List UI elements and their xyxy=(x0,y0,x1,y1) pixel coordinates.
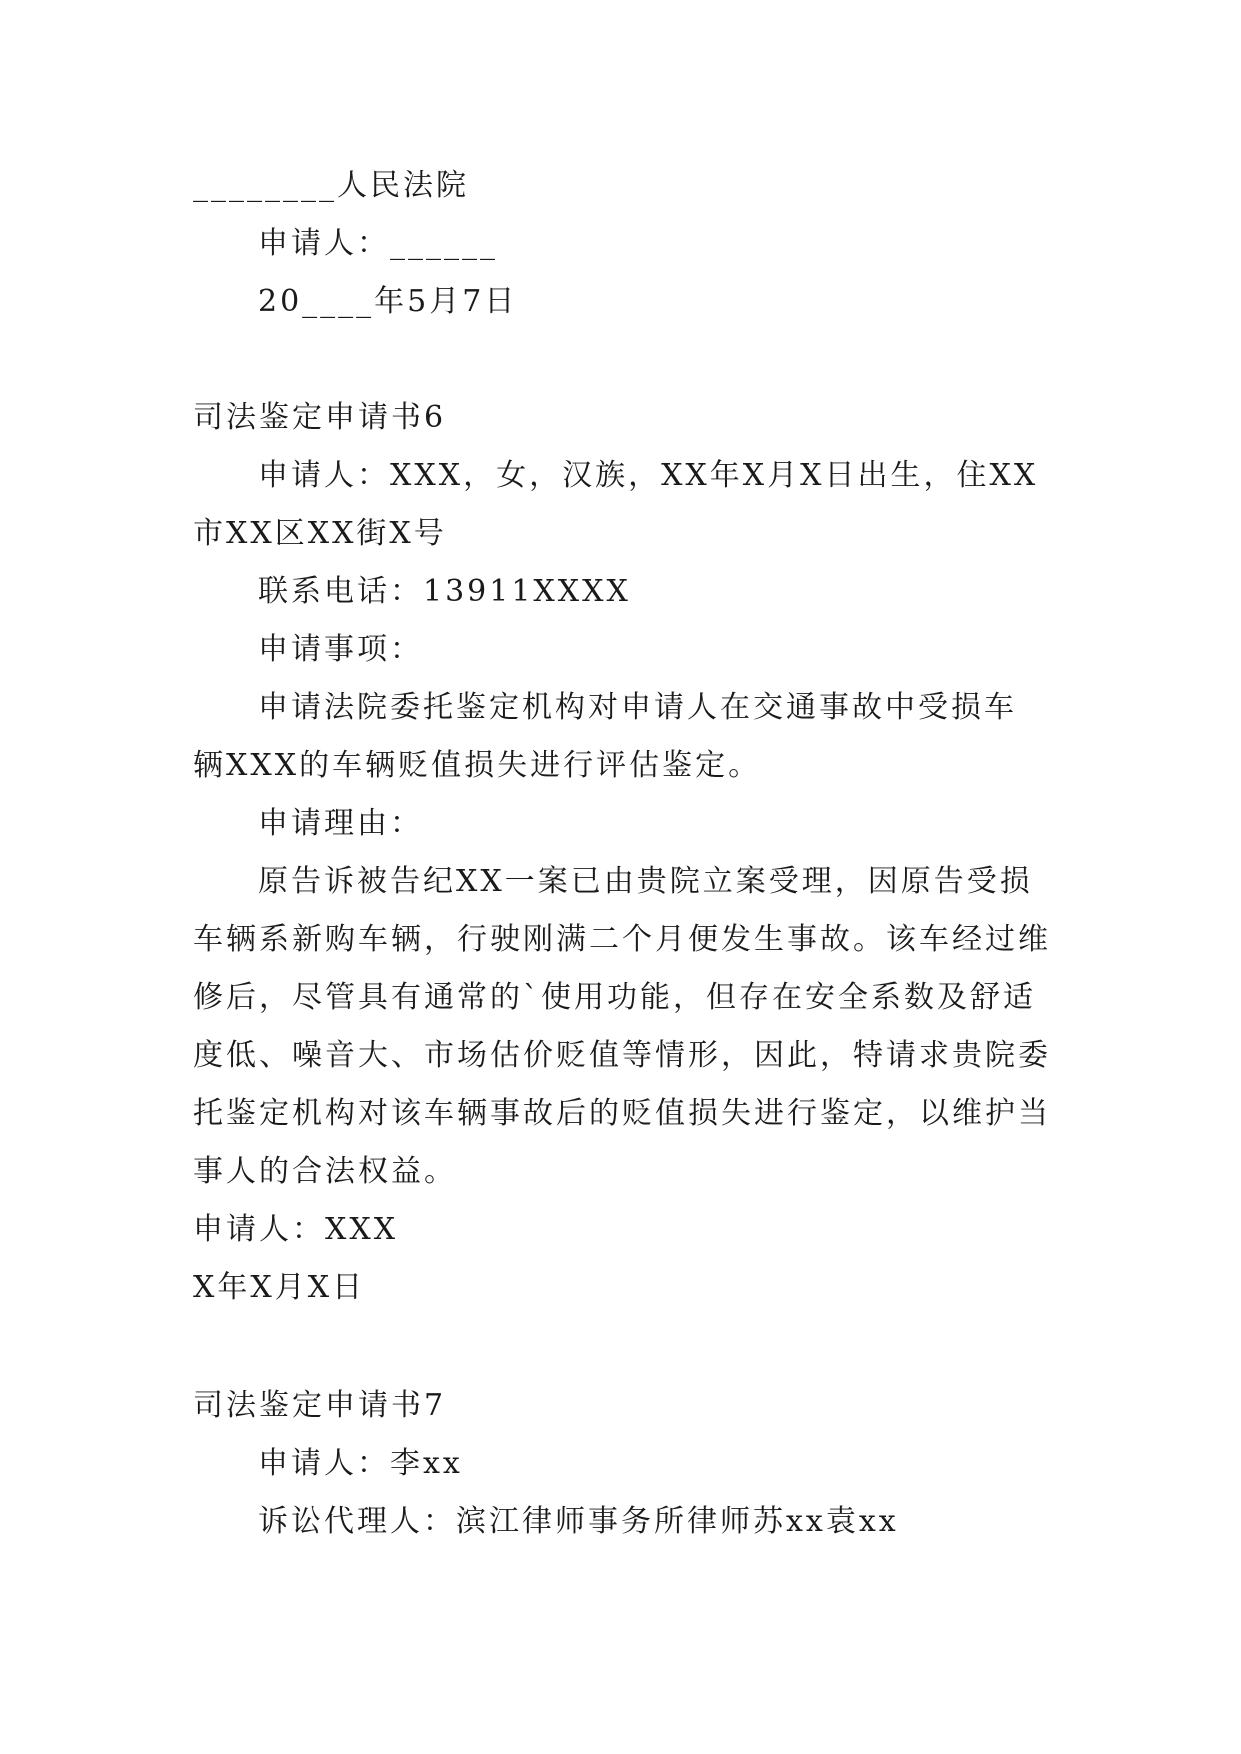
section-title-7: 司法鉴定申请书7 xyxy=(193,1388,447,1423)
request-line-1: 申请法院委托鉴定机构对申请人在交通事故中受损车 xyxy=(258,690,1017,725)
date-line: 20____年5月7日 xyxy=(258,284,518,319)
reason-line-2: 车辆系新购车辆，行驶刚满二个月便发生事故。该车经过维 xyxy=(193,922,1051,957)
request-heading: 申请事项： xyxy=(258,632,423,667)
reason-line-6: 事人的合法权益。 xyxy=(193,1154,457,1189)
request-line-2: 辆XXX的车辆贬值损失进行评估鉴定。 xyxy=(193,748,762,783)
applicant-address-line: 市XX区XX街X号 xyxy=(193,516,447,551)
phone-line: 联系电话：13911XXXX xyxy=(258,574,631,609)
applicant-7-line: 申请人：李xx xyxy=(258,1446,463,1481)
reason-line-1: 原告诉被告纪XX一案已由贵院立案受理，因原告受损 xyxy=(258,864,1033,899)
signature-applicant: 申请人：XXX xyxy=(193,1212,399,1247)
applicant-line: 申请人：______ xyxy=(258,226,498,261)
reason-line-3: 修后，尽管具有通常的`使用功能，但存在安全系数及舒适 xyxy=(193,980,1036,1015)
signature-date: X年X月X日 xyxy=(193,1270,366,1305)
applicant-info-line: 申请人：XXX，女，汉族，XX年X月X日出生，住XX xyxy=(258,458,1039,493)
reason-heading: 申请理由： xyxy=(258,806,423,841)
reason-line-5: 托鉴定机构对该车辆事故后的贬值损失进行鉴定，以维护当 xyxy=(193,1096,1051,1131)
agent-line: 诉讼代理人：滨江律师事务所律师苏xx袁xx xyxy=(258,1504,899,1539)
court-name-line: ________人民法院 xyxy=(193,168,469,203)
section-title-6: 司法鉴定申请书6 xyxy=(193,400,447,435)
reason-line-4: 度低、噪音大、市场估价贬值等情形，因此，特请求贵院委 xyxy=(193,1038,1051,1073)
